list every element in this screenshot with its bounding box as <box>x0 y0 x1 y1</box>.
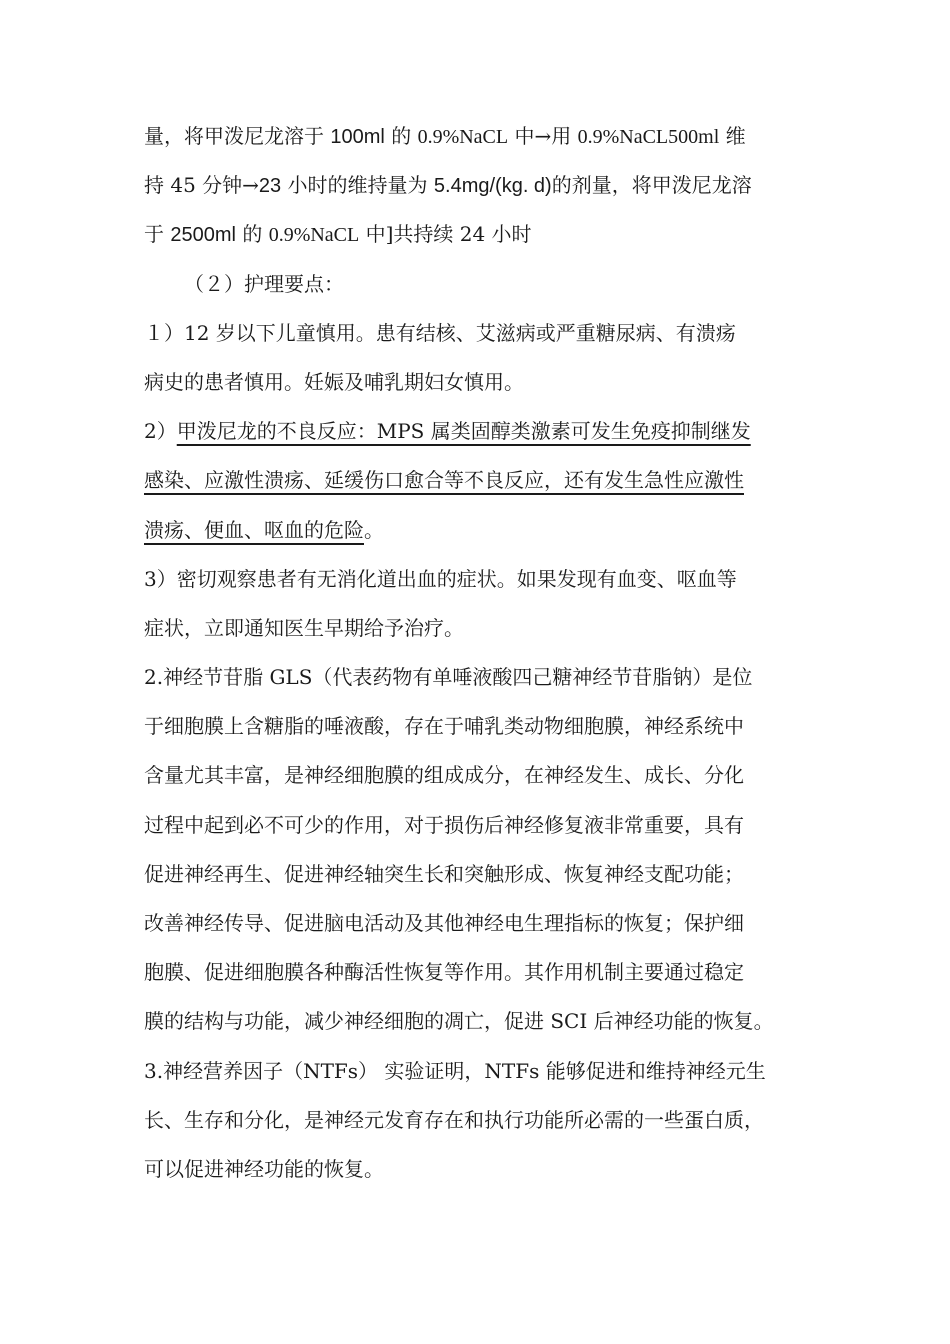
text-line <box>144 462 808 511</box>
text-segment: 中]共持续 24 小时 <box>359 222 532 247</box>
underlined-text: 溃疡、便血、呕血的危险 <box>144 517 364 542</box>
text-line <box>144 512 808 561</box>
text-segment: 的 <box>384 124 418 148</box>
text-segment: 小时的维持量为 <box>281 173 434 198</box>
text-line <box>144 413 808 462</box>
text-segment: 中→用 <box>508 124 578 148</box>
underlined-text: 甲泼尼龙的不良反应：MPS 属类固醇类激素可发生免疫抑制继发 <box>176 419 751 444</box>
text-line <box>144 167 808 216</box>
text-segment: 量，将甲泼尼龙溶于 <box>144 124 331 148</box>
text-line <box>144 1102 808 1151</box>
text-segment: 的 <box>235 222 269 247</box>
text-segment: 含量尤其丰富，是神经细胞膜的组成成分，在神经发生、成长、分化 <box>144 763 744 788</box>
text-line <box>144 315 808 364</box>
text-segment: 2.神经节苷脂 GLS（代表药物有单唾液酸四己糖神经节苷脂钠）是位 <box>144 665 753 690</box>
text-segment: 100ml <box>330 126 385 148</box>
text-segment: １）12 岁以下儿童慎用。患有结核、艾滋病或严重糖尿病、有溃疡 <box>144 320 736 345</box>
text-segment: 2） <box>144 419 177 444</box>
text-segment: 0.9%NaCL <box>268 224 360 247</box>
text-line <box>144 757 808 806</box>
text-line <box>144 216 808 265</box>
text-line <box>144 708 808 757</box>
text-segment: 胞膜、促进细胞膜各种酶活性恢复等作用。其作用机制主要通过稳定 <box>144 960 744 985</box>
text-segment: 促进神经再生、促进神经轴突生长和突触形成、恢复神经支配功能； <box>144 861 744 886</box>
underlined-text: 感染、应激性溃疡、延缓伤口愈合等不良反应，还有发生急性应激性 <box>144 468 744 493</box>
text-line <box>144 905 808 954</box>
text-line <box>144 1151 808 1200</box>
text-segment: 过程中起到必不可少的作用，对于损伤后神经修复液非常重要，具有 <box>144 812 744 837</box>
text-segment: 长、生存和分化，是神经元发育存在和执行功能所必需的一些蛋白质， <box>144 1107 764 1132</box>
text-segment: 5.4mg/(kg. d) <box>433 175 552 198</box>
text-segment: 于细胞膜上含糖脂的唾液酸，存在于哺乳类动物细胞膜，神经系统中 <box>144 714 744 739</box>
text-line <box>144 561 808 610</box>
text-segment: 改善神经传导、促进脑电活动及其他神经电生理指标的恢复；保护细 <box>144 911 744 935</box>
text-segment: 维 <box>719 124 746 148</box>
section-heading <box>144 266 808 315</box>
text-segment: 于 <box>144 222 171 247</box>
text-line <box>144 118 808 167</box>
document-page <box>144 118 808 1200</box>
text-line <box>144 1053 808 1102</box>
text-line <box>144 954 808 1003</box>
text-segment: 0.9%NaCL <box>417 126 509 148</box>
text-segment: 的剂量，将甲泼尼龙溶 <box>551 173 752 198</box>
text-line <box>144 610 808 659</box>
text-line <box>144 659 808 708</box>
text-segment: 2500ml <box>170 224 236 247</box>
text-segment: 23 <box>258 175 282 198</box>
text-line <box>144 807 808 856</box>
text-segment: 3.神经营养因子（NTFs） 实验证明，NTFs 能够促进和维持神经元生 <box>144 1058 766 1083</box>
text-line <box>144 1003 808 1052</box>
text-segment: （２）护理要点： <box>184 271 344 296</box>
text-segment: 0.9%NaCL500ml <box>577 126 720 148</box>
text-segment: 。 <box>364 517 384 542</box>
text-line <box>144 364 808 413</box>
text-segment: 可以促进神经功能的恢复。 <box>144 1156 384 1181</box>
text-segment: 3）密切观察患者有无消化道出血的症状。如果发现有血变、呕血等 <box>144 566 737 591</box>
text-segment: 病史的患者慎用。妊娠及哺乳期妇女慎用。 <box>144 369 524 394</box>
text-segment: 膜的结构与功能，减少神经细胞的凋亡，促进 SCI 后神经功能的恢复。 <box>144 1009 774 1034</box>
text-segment: 症状，立即通知医生早期给予治疗。 <box>144 615 464 640</box>
text-segment: 持 45 分钟→ <box>144 173 259 198</box>
text-line <box>144 856 808 905</box>
